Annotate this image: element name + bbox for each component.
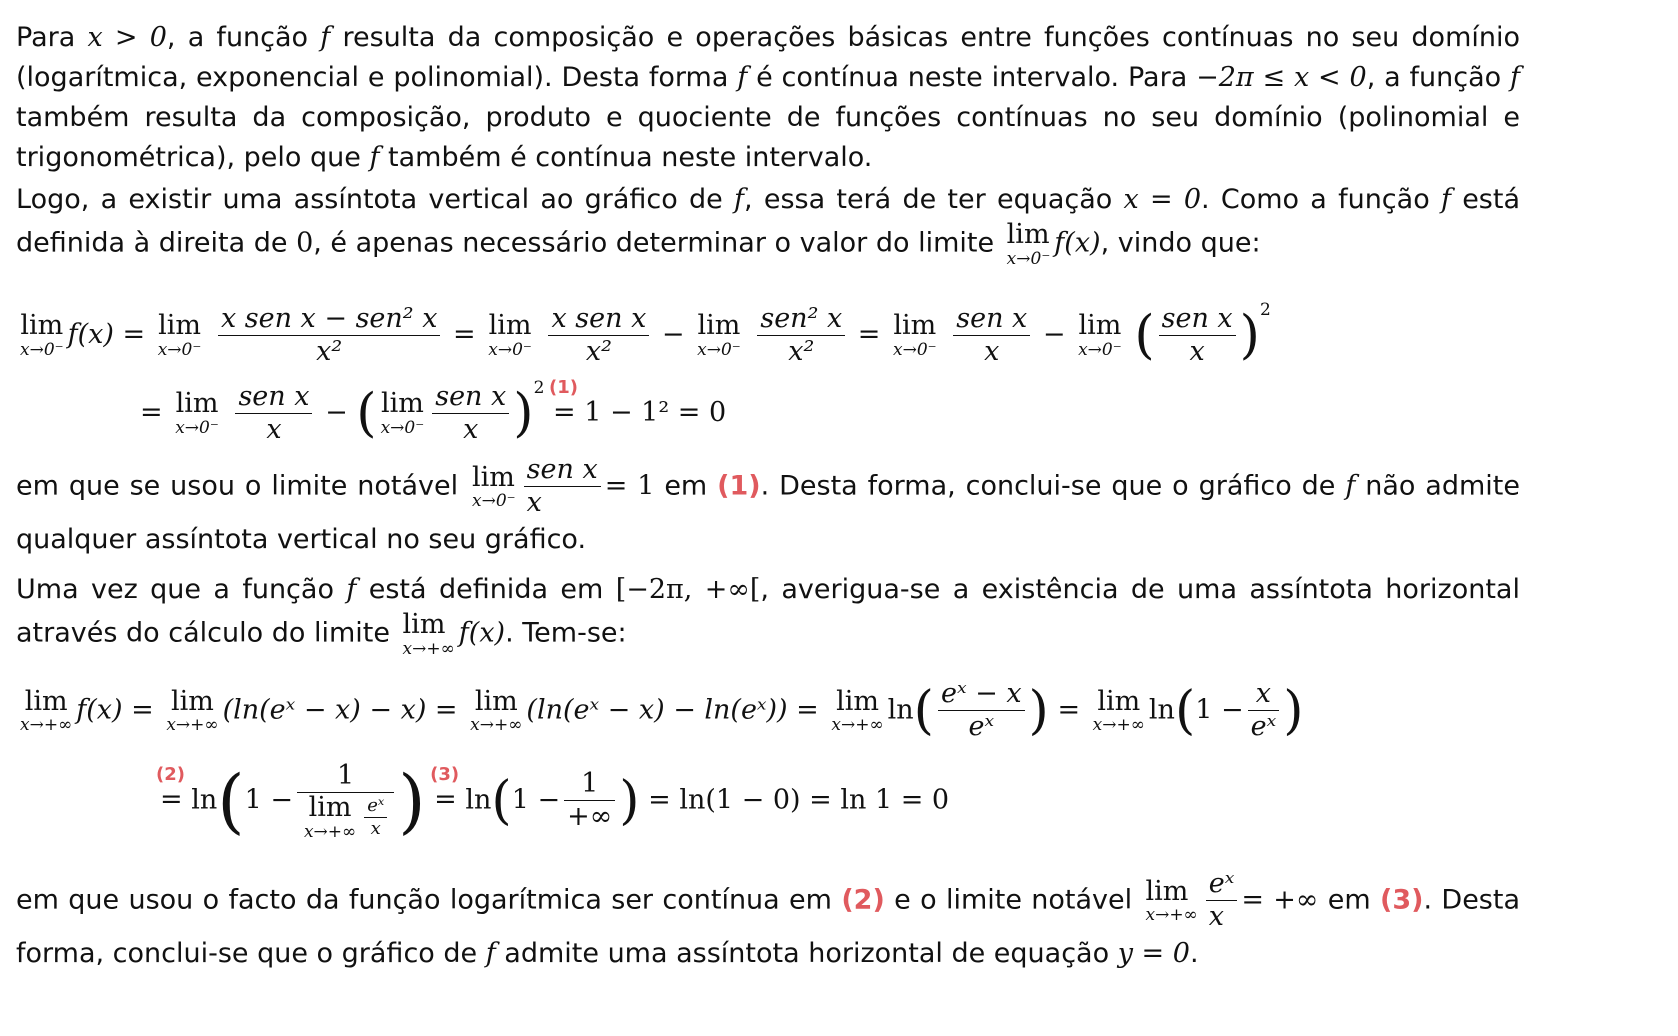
- math-expr: = ln(1 − 0) = ln 1 = 0: [648, 784, 950, 816]
- fraction: $\frac{1}{+\infty}$: [564, 768, 615, 834]
- math-inline: [−2π, +∞[: [615, 574, 761, 605]
- limit-operator: lim x→0⁻: [488, 310, 532, 360]
- text: . Como a função: [1201, 184, 1441, 215]
- fraction: $\frac{x}{\text{eˣ}}$: [1248, 678, 1280, 744]
- text: está definida à direita de: [16, 184, 1520, 259]
- math-inline: y = 0: [1117, 937, 1190, 969]
- math-expr: 1 − 1² = 0: [584, 397, 727, 428]
- limit-operator: lim x→+∞: [470, 685, 523, 736]
- fraction: $\frac{\text{sen x}}{x}$: [432, 381, 509, 447]
- limit-operator: lim x→+∞: [1092, 685, 1145, 736]
- minus-sign: −: [661, 319, 685, 350]
- math-inline: f: [1440, 184, 1451, 215]
- fraction: $\frac{\text{eˣ − x}}{\text{eˣ}}$: [938, 678, 1025, 744]
- math-inline: f: [485, 937, 496, 969]
- math-inline: = +∞: [1241, 884, 1319, 916]
- math-inline: f: [369, 142, 380, 173]
- text: em: [1318, 884, 1381, 916]
- limit-operator: lim x→0⁻: [157, 310, 202, 360]
- limit-operator: lim x→0⁻: [175, 388, 219, 438]
- tagged-equals: (1) =: [548, 377, 578, 428]
- text: . Desta forma, conclui-se que o gráfico de: [16, 884, 1521, 969]
- text: em: [654, 470, 718, 502]
- minus-sign: −: [325, 397, 348, 428]
- fraction: $\frac{\text{sen x}}{x}$: [235, 381, 312, 447]
- limit-operator: lim x→0⁻: [697, 310, 741, 360]
- paragraph-continuity: [16, 18, 1520, 178]
- limit-operator: lim x→+∞: [20, 685, 73, 736]
- reference-tag-1: (1): [548, 377, 578, 398]
- fraction: $\frac{\text{eˣ}}{x}$: [1206, 868, 1238, 934]
- limit-operator: lim x→+∞: [1145, 875, 1198, 926]
- text: Uma vez que a função: [16, 574, 347, 605]
- limit-operator: lim x→+∞: [831, 685, 884, 736]
- math-expr: f(x) =: [76, 694, 154, 726]
- reference-1: (1): [717, 470, 761, 502]
- ln-operator: ln: [191, 784, 218, 816]
- paragraph-notable-limit: [16, 454, 1520, 560]
- reference-3: (3): [1380, 884, 1424, 916]
- math-inline: f: [346, 574, 357, 605]
- tagged-equals: (2) =: [156, 764, 185, 816]
- math-expr: (ln(eˣ − x) − x) =: [222, 694, 458, 726]
- math-expr: (ln(eˣ − x) − ln(eˣ)) =: [526, 694, 819, 726]
- paragraph-horizontal-asymptote: [16, 570, 1520, 658]
- ln-operator: ln: [887, 694, 914, 726]
- text: em que se usou o limite notável: [16, 470, 469, 502]
- math-expr: 1 −: [511, 784, 561, 816]
- reference-2: (2): [841, 884, 885, 916]
- limit-operator: lim x→0⁻: [20, 310, 64, 360]
- math-inline: f: [737, 62, 748, 93]
- math-inline: 0: [296, 227, 314, 259]
- limit-operator: lim x→+∞: [166, 685, 219, 736]
- reference-tag-2: (2): [156, 764, 185, 786]
- text: também resulta da composição, produto e quociente de funções contínuas no seu domínio (polinomial e trigonométrica), pelo que: [16, 102, 1520, 173]
- tagged-equals: (3) =: [430, 764, 460, 816]
- limit-operator: lim x→+∞: [402, 609, 455, 659]
- paragraph-conclusion: [16, 868, 1520, 974]
- math-inline: f(x): [458, 617, 506, 649]
- text: também é contínua neste intervalo.: [379, 142, 873, 173]
- math-inline: x = 0: [1123, 184, 1202, 215]
- text: . Desta forma, conclui-se que o gráfico de: [760, 470, 1346, 502]
- math-inline: f: [1345, 470, 1356, 502]
- fraction: $\frac{\text{x sen x − sen² x}}{\text{x²}}$: [218, 303, 441, 369]
- math-expr: 1 −: [244, 784, 293, 816]
- text: não admite qualquer assíntota vertical no seu gráfico.: [16, 470, 1520, 555]
- text: , averigua-se a existência de uma assíntota horizontal através do cálculo do limite: [16, 574, 1520, 649]
- text: .: [1189, 937, 1199, 969]
- text: Para: [16, 22, 88, 53]
- math-expr: 1 −: [1195, 694, 1244, 726]
- equation-limit-infinity-1: lim x→+∞ f(x) = lim x→+∞ (ln(eˣ − x) − x) = lim x→+∞ (ln(eˣ − x) − ln(eˣ)) = lim x→+∞ ln( $\frac{\text{eˣ − x}}{\text{eˣ}}$ ) = lim x→+∞ ln(1 − $\frac{x}{\text{eˣ}}$ ): [20, 678, 1304, 743]
- text: é contínua neste intervalo. Para: [747, 62, 1197, 93]
- text: . Tem-se:: [505, 617, 627, 649]
- fraction: $\frac{\text{sen x}}{x}$: [1159, 303, 1236, 369]
- limit-operator: lim x→0⁻: [893, 310, 937, 360]
- fraction: $\frac{\text{x sen x}}{\text{x²}}$: [548, 303, 649, 369]
- text: em que usou o facto da função logarítmica ser contínua em: [16, 884, 842, 916]
- text: , a função: [1366, 62, 1510, 93]
- text: resulta da composição e operações básicas entre funções contínuas no seu domínio (logarítmica, exponencial e polinomial). Desta forma: [16, 22, 1520, 93]
- equals-sign: =: [453, 319, 476, 350]
- math-inline: f(x): [1054, 227, 1101, 259]
- limit-operator: lim x→0⁻: [1006, 219, 1051, 269]
- equals-sign: =: [857, 319, 881, 350]
- limit-operator: lim x→+∞: [303, 792, 357, 843]
- math-inline: f: [1510, 62, 1520, 93]
- fraction: $\frac{\text{sen² x}}{\text{x²}}$: [757, 303, 845, 369]
- minus-sign: −: [1042, 319, 1066, 350]
- equation-limit-left-1: lim x→0⁻ f(x) = lim x→0⁻ $\frac{\text{x sen x − sen² x}}{\text{x²}}$ = lim x→0⁻ $\frac{\text{x sen x}}{\text{x²}}$ − lim x→0⁻ $\frac{\text{sen² x}}{\text{x²}}$ = lim x→0⁻ $\frac{\text{sen x}}{x}$ − lim x→0⁻ ( $\frac{\text{sen x}}{x}$ )$^2$: [20, 300, 1271, 367]
- ln-operator: ln: [1148, 694, 1175, 726]
- paragraph-vertical-asymptote: [16, 180, 1520, 268]
- exponent: 2: [1259, 300, 1271, 320]
- math-inline: = 1: [604, 470, 655, 502]
- text: Logo, a existir uma assíntota vertical ao gráfico de: [16, 184, 735, 215]
- math-inline: f: [734, 184, 745, 215]
- equation-limit-left-2: = lim x→0⁻ $\frac{\text{sen x}}{x}$ − ( lim x→0⁻ $\frac{\text{sen x}}{x}$ )$^2$ (1) = 1 − 1² = 0: [140, 377, 727, 445]
- text: , essa terá de ter equação: [744, 184, 1124, 215]
- fraction: 1 lim x→+∞ $\frac{\text{eˣ}}{x}$: [297, 760, 394, 842]
- fraction: $\frac{\text{sen x}}{x}$: [524, 454, 601, 520]
- equals-sign: =: [1057, 694, 1081, 726]
- limit-operator: lim x→0⁻: [472, 461, 516, 512]
- math-expr: f(x) =: [67, 319, 146, 350]
- text: , é apenas necessário determinar o valor do limite: [313, 227, 1003, 259]
- limit-operator: lim x→0⁻: [380, 388, 425, 438]
- text: e o limite notável: [884, 884, 1142, 916]
- equals-sign: =: [140, 397, 163, 428]
- text: está definida em: [356, 574, 616, 605]
- math-inline: −2π ≤ x < 0: [1196, 62, 1367, 93]
- ln-operator: ln: [465, 784, 492, 816]
- fraction: $\frac{\text{eˣ}}{x}$: [364, 795, 387, 839]
- text: , vindo que:: [1100, 227, 1261, 259]
- equation-limit-infinity-2: (2) = ln(1 − 1 lim x→+∞ $\frac{\text{eˣ}}{x}$ ) (3) = ln(1 − $\frac{1}{+\infty}$ ) = ln(1 − 0) = ln 1 = 0: [156, 759, 950, 843]
- limit-operator: lim x→0⁻: [1078, 310, 1122, 360]
- math-inline: f: [320, 22, 331, 53]
- text: , a função: [166, 22, 321, 53]
- exponent: 2: [533, 378, 545, 398]
- math-inline: x > 0: [87, 22, 167, 53]
- text: admite uma assíntota horizontal de equação: [495, 937, 1118, 969]
- reference-tag-3: (3): [430, 764, 460, 786]
- fraction: $\frac{\text{sen x}}{x}$: [953, 303, 1030, 369]
